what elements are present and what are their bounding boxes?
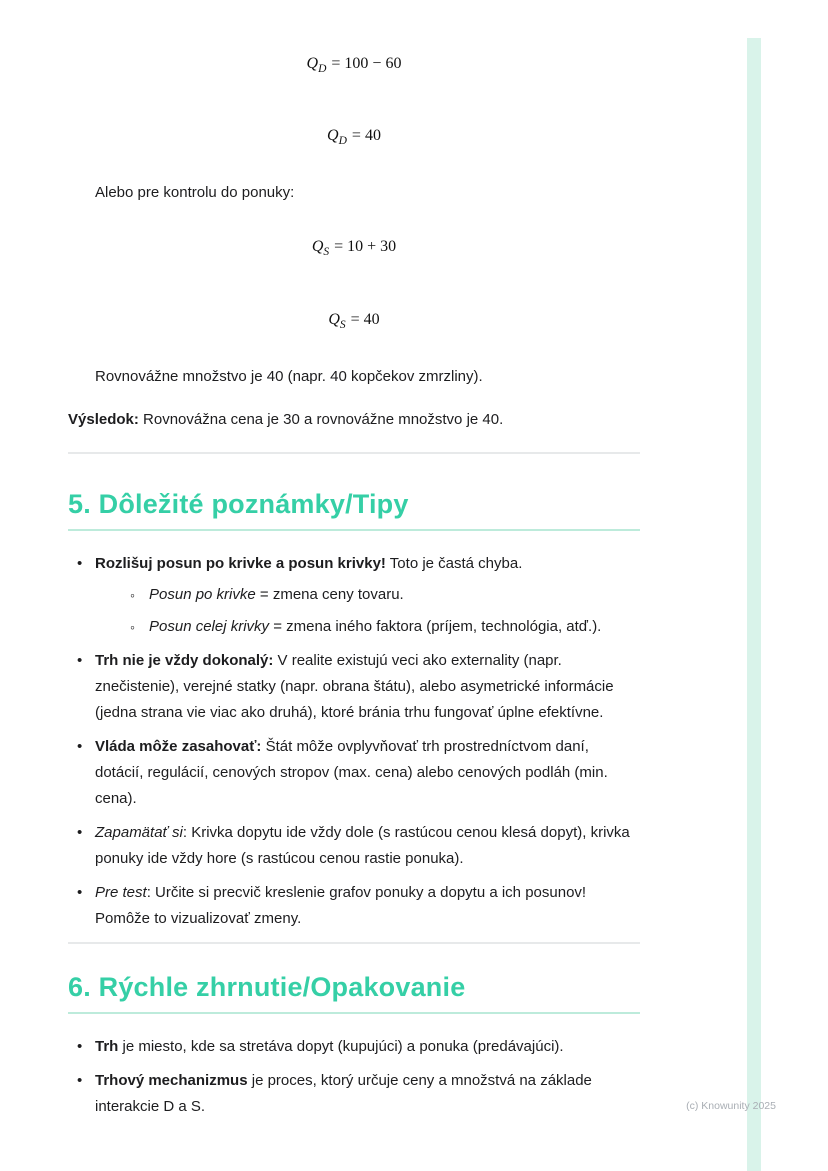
equation-qd-result: [68, 126, 640, 151]
equation-qs-result: [68, 310, 640, 335]
heading-underline: [68, 529, 640, 531]
section-5: [68, 487, 640, 932]
equation-variable: Q: [311, 238, 324, 256]
sub-text: = zmena iného faktora (príjem, technológia, atď.).: [269, 617, 602, 635]
right-accent-stripe: [747, 38, 761, 1171]
section-6: [68, 970, 640, 1120]
document-content: [68, 0, 640, 1128]
sub-lead-text: Posun celej krivky: [149, 617, 270, 635]
section-divider: [68, 452, 640, 454]
sub-list-item: [122, 582, 640, 608]
equation-subscript: D: [338, 135, 347, 148]
equation-subscript: S: [339, 318, 346, 331]
paragraph-check-supply: Alebo pre kontrolu do ponuky:: [95, 184, 295, 202]
list-item: [68, 551, 640, 640]
bullet-text: je miesto, kde sa stretáva dopyt (kupujúci) a ponuka (predávajúci).: [118, 1037, 564, 1055]
equation-qs-step: [68, 237, 640, 262]
section-6-title: 6. Rýchle zhrnutie/Opakovanie: [68, 971, 466, 1002]
equation-expression: = 10 + 30: [334, 238, 397, 256]
result-label: Výsledok:: [68, 410, 139, 428]
bullet-text: Štát môže ovplyvňovať trh prostredníctvom daní, dotácií, regulácií, cenových stropov (max. cena) alebo cenových podláh (min. cena).: [95, 737, 608, 807]
list-item: [68, 880, 640, 932]
bullet-text: Toto je častá chyba.: [385, 554, 523, 572]
result-text: Rovnovážna cena je 30 a rovnovážne množstvo je 40.: [138, 410, 504, 428]
equation-expression: = 40: [351, 127, 381, 145]
section-divider: [68, 942, 640, 944]
bullet-text: : Určite si precvič kreslenie grafov ponuky a dopytu a ich posunov! Pomôže to vizualizovať zmeny.: [95, 883, 587, 927]
bullet-lead-text: Zapamätať si: [95, 823, 183, 841]
bullet-lead-text: Vláda môže zasahovať:: [95, 737, 262, 755]
copyright-footer: (c) Knowunity 2025: [686, 1100, 776, 1112]
equation-qd-step: [68, 54, 640, 79]
paragraph-equilibrium-quantity: Rovnovážne množstvo je 40 (napr. 40 kopčekov zmrzliny).: [95, 367, 483, 385]
sub-lead-text: Posun po krivke: [149, 585, 256, 603]
equation-variable: Q: [327, 127, 339, 145]
section-6-list: [68, 1034, 640, 1120]
list-item: [68, 734, 640, 812]
sub-list-item: [122, 614, 640, 640]
section-5-title: 5. Dôležité poznámky/Tipy: [68, 488, 409, 519]
bullet-text: je proces, ktorý určuje ceny a množstvá na základe interakcie D a S.: [95, 1071, 592, 1115]
sub-list: [122, 582, 640, 640]
bullet-text: V realite existujú veci ako externality (napr. znečistenie), verejné statky (napr. obrana štátu), alebo asymetrické informácie (jedna strana vie viac ako druhá), ktoré bránia trhu fungovať úplne efektívne.: [95, 651, 614, 721]
equation-subscript: D: [318, 63, 327, 76]
sub-text: = zmena ceny tovaru.: [255, 585, 404, 603]
list-item: [68, 820, 640, 872]
bullet-lead-text: Trh nie je vždy dokonalý:: [95, 651, 274, 669]
equation-expression: = 100 − 60: [331, 55, 402, 72]
bullet-text: : Krivka dopytu ide vždy dole (s rastúcou cenou klesá dopyt), krivka ponuky ide vždy hore (s rastúcou cenou rastie ponuka).: [95, 823, 630, 867]
list-item: [68, 1034, 640, 1060]
bullet-lead-text: Rozlišuj posun po krivke a posun krivky!: [95, 554, 386, 572]
bullet-lead: [95, 555, 386, 572]
equation-subscript: S: [323, 246, 330, 259]
equation-variable: Q: [306, 55, 319, 72]
heading-underline: [68, 1012, 640, 1014]
list-item: [68, 648, 640, 726]
list-item: [68, 1068, 640, 1120]
equation-variable: Q: [328, 310, 340, 328]
paragraph-result: [68, 409, 640, 431]
bullet-lead-text: Trh: [95, 1037, 119, 1055]
equation-expression: = 40: [350, 310, 380, 328]
bullet-lead-text: Pre test: [95, 883, 147, 901]
bullet-lead-text: Trhový mechanizmus: [95, 1071, 248, 1089]
section-5-list: [68, 551, 640, 932]
